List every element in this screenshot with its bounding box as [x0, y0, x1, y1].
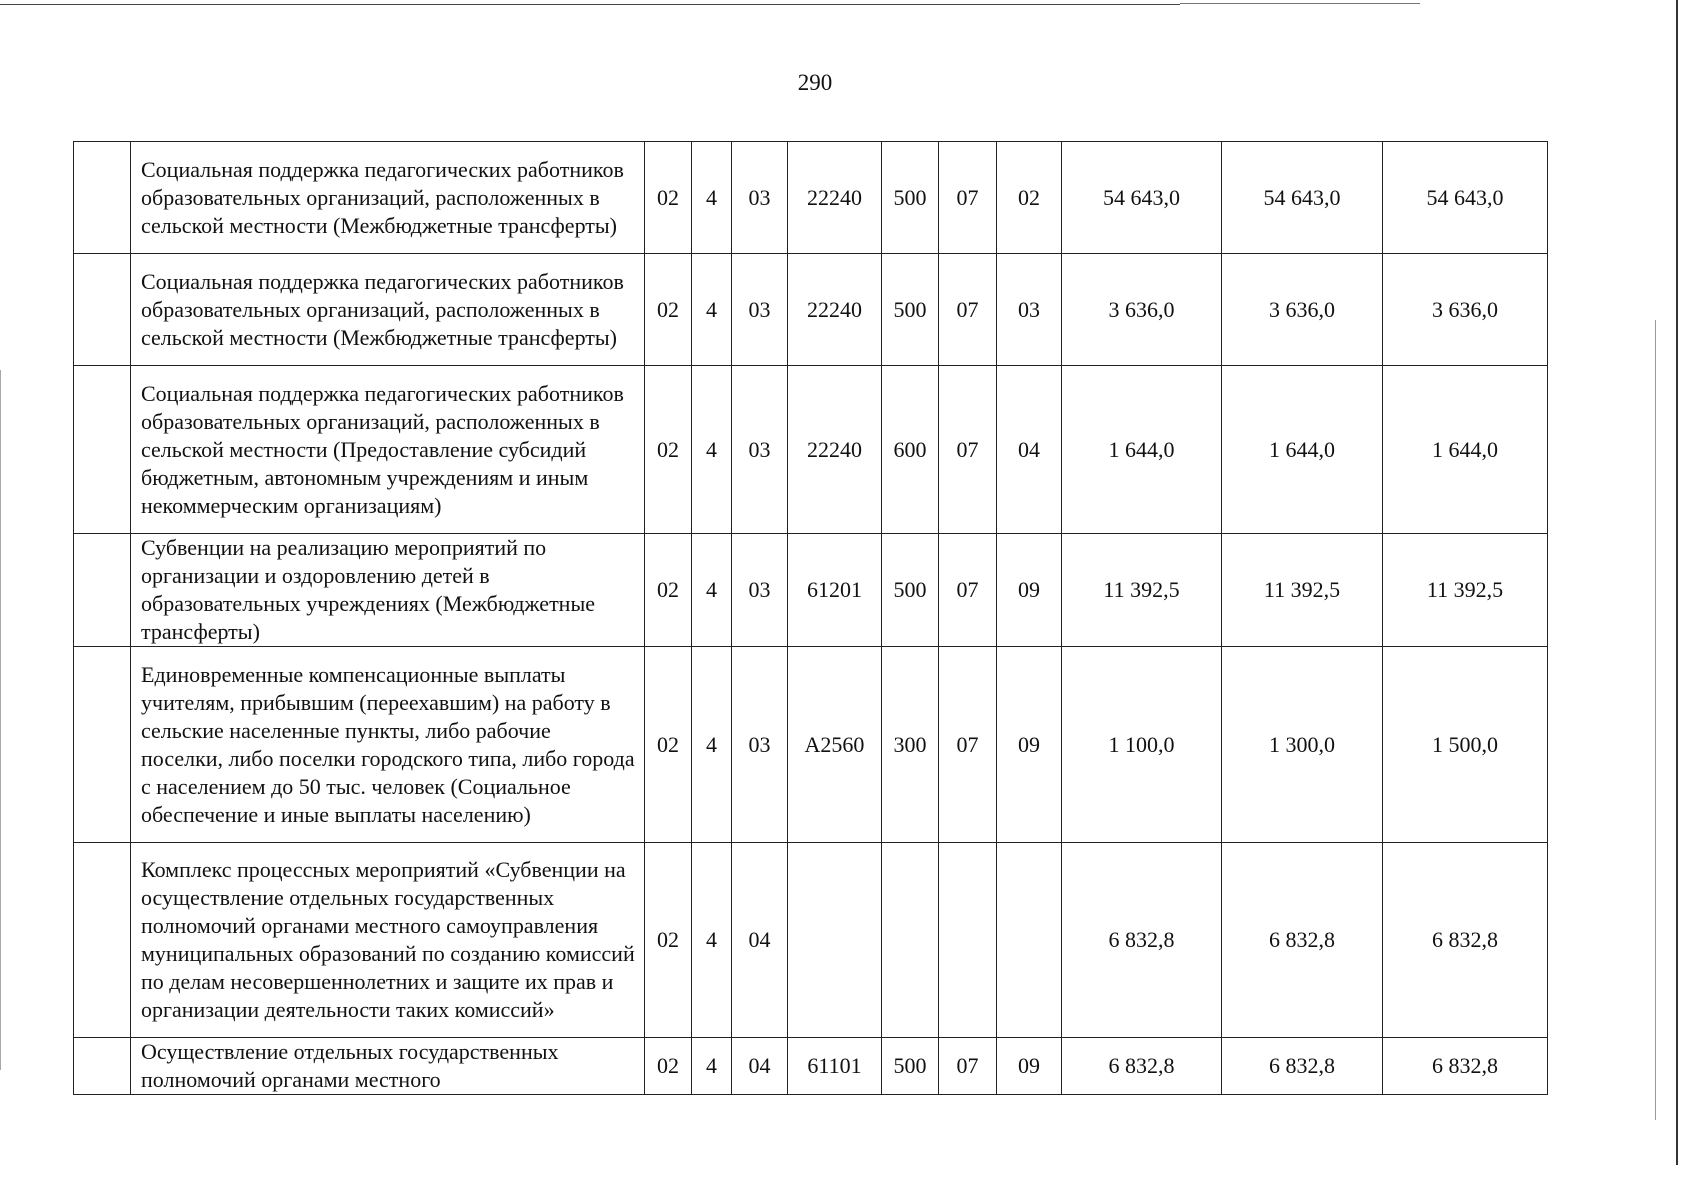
code-cell: 61101: [788, 1038, 882, 1095]
code-cell: 300: [882, 647, 939, 843]
table-row: [74, 843, 1548, 1038]
code-cell: [882, 843, 939, 1038]
row-description: Социальная поддержка педагогических работников образовательных организаций, расположенных в сельской местности (Межбюджетные трансферты): [131, 254, 645, 366]
empty-cell: [74, 1038, 131, 1095]
code-cell: 07: [939, 647, 997, 843]
empty-cell: [74, 843, 131, 1038]
code-cell: 02: [645, 142, 692, 254]
amount-cell: 11 392,5: [1062, 534, 1222, 647]
scan-edge-top-right: [1180, 3, 1420, 4]
scan-edge-right: [1676, 0, 1678, 1165]
amount-cell: 1 644,0: [1062, 366, 1222, 534]
code-cell: [788, 843, 882, 1038]
code-cell: 4: [692, 647, 732, 843]
empty-cell: [74, 254, 131, 366]
code-cell: 07: [939, 534, 997, 647]
table-row: [74, 534, 1548, 647]
amount-cell: 11 392,5: [1383, 534, 1548, 647]
code-cell: 04: [732, 843, 788, 1038]
amount-cell: 6 832,8: [1222, 843, 1383, 1038]
empty-cell: [74, 366, 131, 534]
page-number: 290: [797, 70, 833, 95]
table-row: [74, 142, 1548, 254]
amount-cell: 11 392,5: [1222, 534, 1383, 647]
code-cell: [997, 843, 1062, 1038]
code-cell: 4: [692, 843, 732, 1038]
code-cell: 22240: [788, 366, 882, 534]
code-cell: 600: [882, 366, 939, 534]
scan-edge-top: [0, 4, 1180, 5]
code-cell: 02: [645, 254, 692, 366]
budget-table: [73, 141, 1548, 1095]
amount-cell: 3 636,0: [1062, 254, 1222, 366]
code-cell: 02: [645, 1038, 692, 1095]
row-description: Комплекс процессных мероприятий «Субвенции на осуществление отдельных государственных полномочий органами местного самоуправления муниципальных образований по созданию комиссий по делам несовершеннолетних и защите их прав и организации деятельности таких комиссий»: [131, 843, 645, 1038]
code-cell: 04: [732, 1038, 788, 1095]
code-cell: 61201: [788, 534, 882, 647]
empty-cell: [74, 534, 131, 647]
code-cell: 03: [732, 254, 788, 366]
code-cell: 02: [997, 142, 1062, 254]
code-cell: A2560: [788, 647, 882, 843]
code-cell: 03: [997, 254, 1062, 366]
amount-cell: 6 832,8: [1383, 1038, 1548, 1095]
code-cell: 07: [939, 366, 997, 534]
code-cell: 500: [882, 534, 939, 647]
code-cell: 4: [692, 534, 732, 647]
table-row: [74, 254, 1548, 366]
code-cell: [939, 843, 997, 1038]
table-row: [74, 366, 1548, 534]
table-row: [74, 1038, 1548, 1095]
row-description: Социальная поддержка педагогических работников образовательных организаций, расположенных в сельской местности (Межбюджетные трансферты): [131, 142, 645, 254]
amount-cell: 6 832,8: [1383, 843, 1548, 1038]
code-cell: 09: [997, 534, 1062, 647]
table-row: [74, 647, 1548, 843]
amount-cell: 1 300,0: [1222, 647, 1383, 843]
code-cell: 02: [645, 843, 692, 1038]
code-cell: 500: [882, 1038, 939, 1095]
code-cell: 02: [645, 366, 692, 534]
code-cell: 07: [939, 254, 997, 366]
row-description: Социальная поддержка педагогических работников образовательных организаций, расположенных в сельской местности (Предоставление субсидий бюджетным, автономным учреждениям и иным некоммерческим организациям): [131, 366, 645, 534]
amount-cell: 3 636,0: [1383, 254, 1548, 366]
code-cell: 03: [732, 534, 788, 647]
code-cell: 02: [645, 534, 692, 647]
amount-cell: 1 644,0: [1383, 366, 1548, 534]
code-cell: 04: [997, 366, 1062, 534]
row-description: Субвенции на реализацию мероприятий по организации и оздоровлению детей в образовательных учреждениях (Межбюджетные трансферты): [131, 534, 645, 647]
code-cell: 22240: [788, 254, 882, 366]
amount-cell: 54 643,0: [1062, 142, 1222, 254]
code-cell: 09: [997, 1038, 1062, 1095]
code-cell: 09: [997, 647, 1062, 843]
scan-edge-left: [0, 370, 1, 1070]
code-cell: 4: [692, 254, 732, 366]
code-cell: 02: [645, 647, 692, 843]
amount-cell: 1 100,0: [1062, 647, 1222, 843]
amount-cell: 3 636,0: [1222, 254, 1383, 366]
code-cell: 500: [882, 142, 939, 254]
code-cell: 4: [692, 366, 732, 534]
amount-cell: 54 643,0: [1383, 142, 1548, 254]
amount-cell: 1 644,0: [1222, 366, 1383, 534]
amount-cell: 6 832,8: [1062, 1038, 1222, 1095]
code-cell: 22240: [788, 142, 882, 254]
amount-cell: 6 832,8: [1222, 1038, 1383, 1095]
code-cell: 500: [882, 254, 939, 366]
code-cell: 03: [732, 142, 788, 254]
row-description: Единовременные компенсационные выплаты учителям, прибывшим (переехавшим) на работу в сельские населенные пункты, либо рабочие поселки, либо поселки городского типа, либо города с населением до 50 тыс. человек (Социальное обеспечение и иные выплаты населению): [131, 647, 645, 843]
empty-cell: [74, 142, 131, 254]
code-cell: 4: [692, 1038, 732, 1095]
amount-cell: 6 832,8: [1062, 843, 1222, 1038]
code-cell: 4: [692, 142, 732, 254]
scan-edge-right-inner: [1655, 320, 1656, 1120]
code-cell: 03: [732, 647, 788, 843]
code-cell: 07: [939, 1038, 997, 1095]
row-description: Осуществление отдельных государственных полномочий органами местного: [131, 1038, 645, 1095]
code-cell: 07: [939, 142, 997, 254]
amount-cell: 54 643,0: [1222, 142, 1383, 254]
empty-cell: [74, 647, 131, 843]
code-cell: 03: [732, 366, 788, 534]
amount-cell: 1 500,0: [1383, 647, 1548, 843]
